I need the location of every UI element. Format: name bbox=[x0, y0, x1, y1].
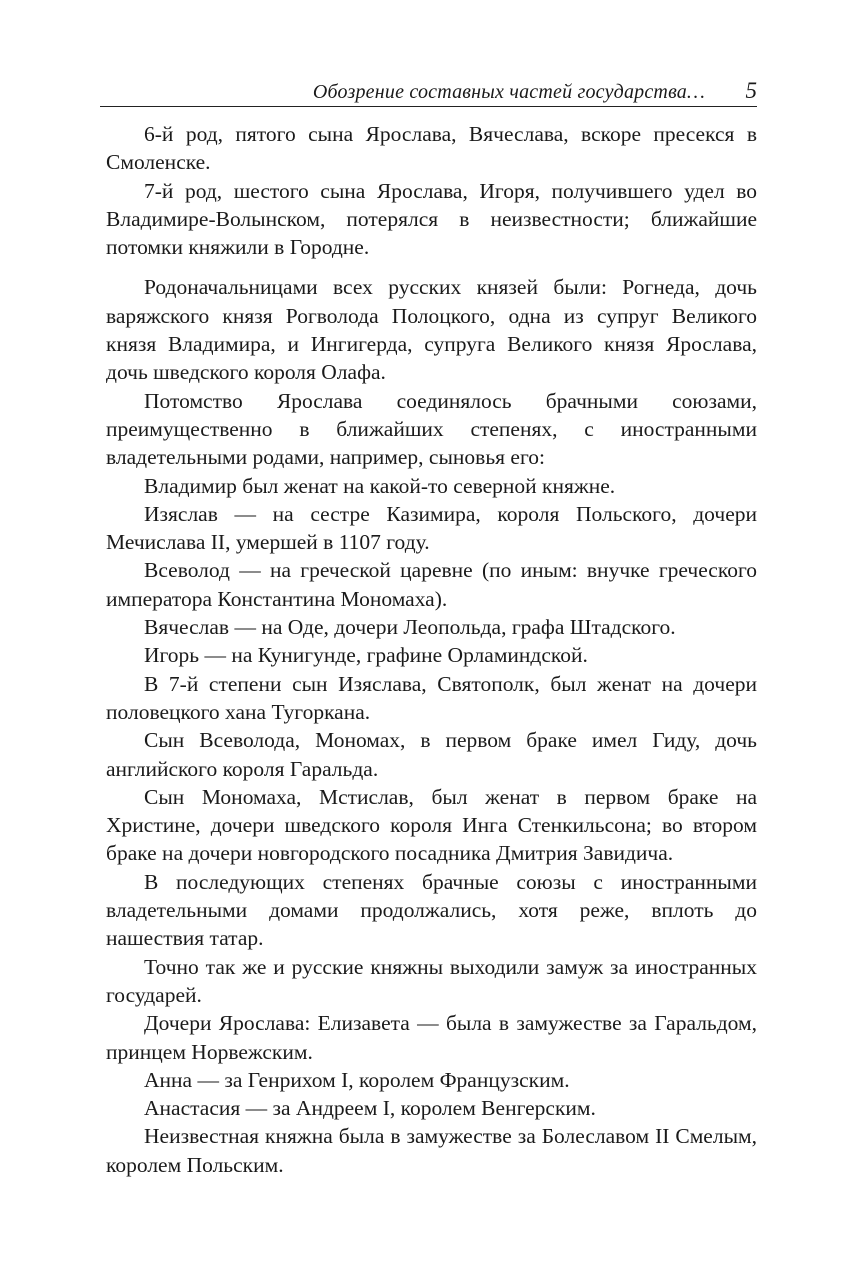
paragraph: Анна — за Генрихом I, королем Французским. bbox=[144, 1067, 570, 1092]
paragraph: Анастасия — за Андреем I, королем Венгерским. bbox=[144, 1096, 596, 1121]
running-header-title: Обозрение составных частей государства… bbox=[312, 81, 705, 103]
paragraph: Неизвестная княжна была в замужестве за Болеславом II Смелым, королем Польским. bbox=[106, 1124, 757, 1177]
paragraph: Изяслав — на сестре Казимира, короля Польского, дочери Мечислава II, умершей в 1107 году. bbox=[106, 501, 757, 555]
paragraph: Потомство Ярослава соединялось брачными союзами, преимущественно в ближайших степенях, с иностранными владетельными родами, например, сыновья его: bbox=[106, 388, 757, 470]
paragraph: В последующих степенях брачные союзы с иностранными владетельными домами продолжались, хотя реже, вплоть до нашествия татар. bbox=[106, 869, 757, 951]
running-header bbox=[100, 78, 757, 107]
paragraph: 7-й род, шестого сына Ярослава, Игоря, получившего удел во Владимире-Волынском, потерялся в неизвестности; ближайшие потомки княжили в Городне. bbox=[106, 178, 757, 260]
page-body bbox=[106, 120, 757, 1179]
paragraph: Вячеслав — на Оде, дочери Леопольда, графа Штадского. bbox=[144, 615, 676, 640]
paragraph: В 7-й степени сын Изяслава, Святополк, был женат на дочери половецкого хана Тугоркана. bbox=[106, 671, 757, 724]
page-number: 5 bbox=[745, 78, 757, 103]
paragraph: Сын Мономаха, Мстислав, был женат в первом браке на Христине, дочери шведского короля Инга Стенкильсона; во втором браке на дочери новгородского посадника Дмитрия Завидича. bbox=[106, 784, 757, 866]
paragraph: Владимир был женат на какой-то северной княжне. bbox=[144, 473, 616, 498]
paragraph: Дочери Ярослава: Елизавета — была в замужестве за Гаральдом, принцем Норвежским. bbox=[106, 1011, 757, 1064]
paragraph: Всеволод — на греческой царевне (по иным: внучке греческого императора Константина Мономаха). bbox=[106, 558, 757, 611]
paragraph: Точно так же и русские княжны выходили замуж за иностранных государей. bbox=[106, 954, 757, 1007]
paragraph: 6-й род, пятого сына Ярослава, Вячеслава, вскоре пресекся в Смоленске. bbox=[106, 122, 757, 175]
paragraph: Родоначальницами всех русских князей были: Рогнеда, дочь варяжского князя Рогволода Полоцкого, одна из супруг Великого князя Владимира, и Ингигерда, супруга Великого князя Ярослава, дочь шведского короля Олафа. bbox=[106, 275, 757, 385]
paragraph: Сын Всеволода, Мономах, в первом браке имел Гиду, дочь английского короля Гаральда. bbox=[106, 728, 757, 781]
paragraph: Игорь — на Кунигунде, графине Орламиндской. bbox=[144, 643, 588, 668]
